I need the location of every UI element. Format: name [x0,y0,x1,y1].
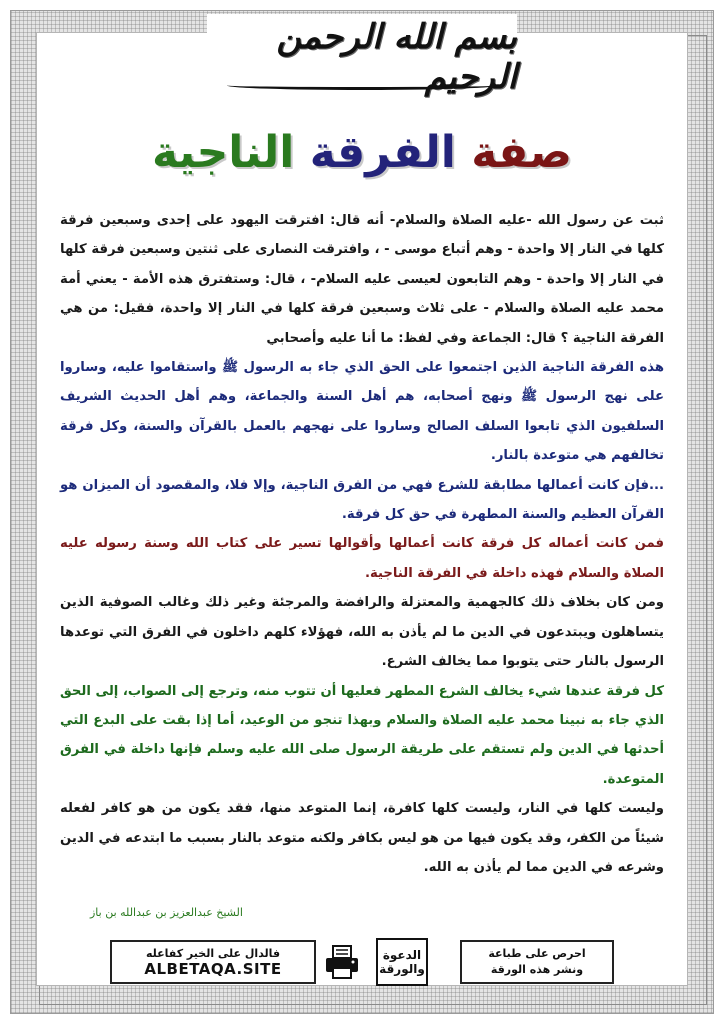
author-attribution: الشيخ عبدالعزيز بن عبدالله بن باز [90,906,243,919]
reminder-line-1: احرص على طباعة [488,947,586,960]
printer-icon [322,942,362,982]
site-tagline: فالدال على الخير كفاعله [145,946,281,960]
paragraph-criterion: ...فإن كانت أعمالها مطابقة للشرع فهي من الفرق الناجية، وإلا فلا، والمقصود أن الميزان هو القرآن العظيم والسنة المطهرة في حق كل فرقة. [60,477,664,523]
title-word-3: الناجية [151,127,295,178]
page-title [36,118,688,188]
reminder-line-2: ونشر هذه الورقة [490,963,584,976]
paragraph-saved-sect: هذه الفرقة الناجية الذين اجتمعوا على الحق الذي جاء به الرسول ﷺ واستقاموا عليه، وساروا على نهج الرسول ﷺ ونهج أصحابه، هم أهل السنة والجماعة، وهم أهل الحديث الشريف السلفيون الذي تابعوا السلف الصالح وساروا على نهجهم بالعمل بالقرآن والسنة، وكل فرقة تخالفهم هي متوعدة بالنار. [60,360,664,464]
paragraph-other-sects: ومن كان بخلاف ذلك كالجهمية والمعتزلة والرافضة والمرجئة وغير ذلك وغالب الصوفية الذين يتساهلون ويبتدعون في الدين ما لم يأذن به الله، فهؤلاء كلهم داخلون في الفرق التي توعدها الرسول بالنار حتى يتوبوا مما يخالف الشرع. [60,595,664,670]
article-body [60,206,664,882]
footer [110,940,614,990]
basmala-flourish [227,81,497,90]
paragraph-book-sunnah: فمن كانت أعماله كل فرقة كانت أعمالها وأقوالها تسير على كتاب الله وسنة رسوله عليه الصلاة والسلام فهذه داخلة في الفرقة الناجية. [60,536,664,581]
print-reminder [460,940,614,984]
site-url[interactable]: ALBETAQA.SITE [144,959,282,978]
logo-text: الدعوة والورقة [379,948,425,976]
title-word-1: صفة [471,127,573,178]
paragraph-hadith: ثبت عن رسول الله -عليه الصلاة والسلام- أنه قال: افترقت اليهود على إحدى وسبعين فرقة كلها في النار إلا واحدة - وهم أتباع موسى - ، وافترقت النصارى على ثنتين وسبعين فرقة كلها في النار إلا واحدة - وهم التابعون لعيسى عليه السلام- ، قال: وستفترق هذه الأمة - يعني أمة محمد عليه الصلاة والسلام - على ثلاث وسبعين فرقة كلها في النار إلا واحدة، فقيل: من هي الفرقة الناجية ؟ قال: الجماعة وفي لفظ: ما أنا عليه وأصحابي [60,213,664,346]
site-badge[interactable] [110,940,316,984]
basmala-calligraphy: بسم الله الرحمن الرحيم [276,17,517,97]
basmala-banner [207,14,517,100]
dawah-logo [376,938,428,986]
paragraph-repentance: كل فرقة عندها شيء يخالف الشرع المطهر فعليها أن تتوب منه، وترجع إلى الصواب، إلى الحق الذي جاء به نبينا محمد عليه الصلاة والسلام وبهذا تنجو من الوعيد، أما إذا بقت على البدع التي أحدثها في الدين ولم تستقم على طريقة الرسول صلى الله عليه وسلم فإنها داخلة في الفرق المتوعدة. [60,683,664,787]
paragraph-not-all-kafir: وليست كلها في النار، وليست كلها كافرة، إنما المتوعد منها، فقد يكون من هو كافر لفعله شيئاً من الكفر، وقد يكون فيها من هو ليس بكافر ولكنه متوعد بالنار بسبب ما ابتدعه في الدين وشرعه في الدين مما لم يأذن به الله. [60,801,664,875]
title-word-2: الفرقة [309,127,456,178]
